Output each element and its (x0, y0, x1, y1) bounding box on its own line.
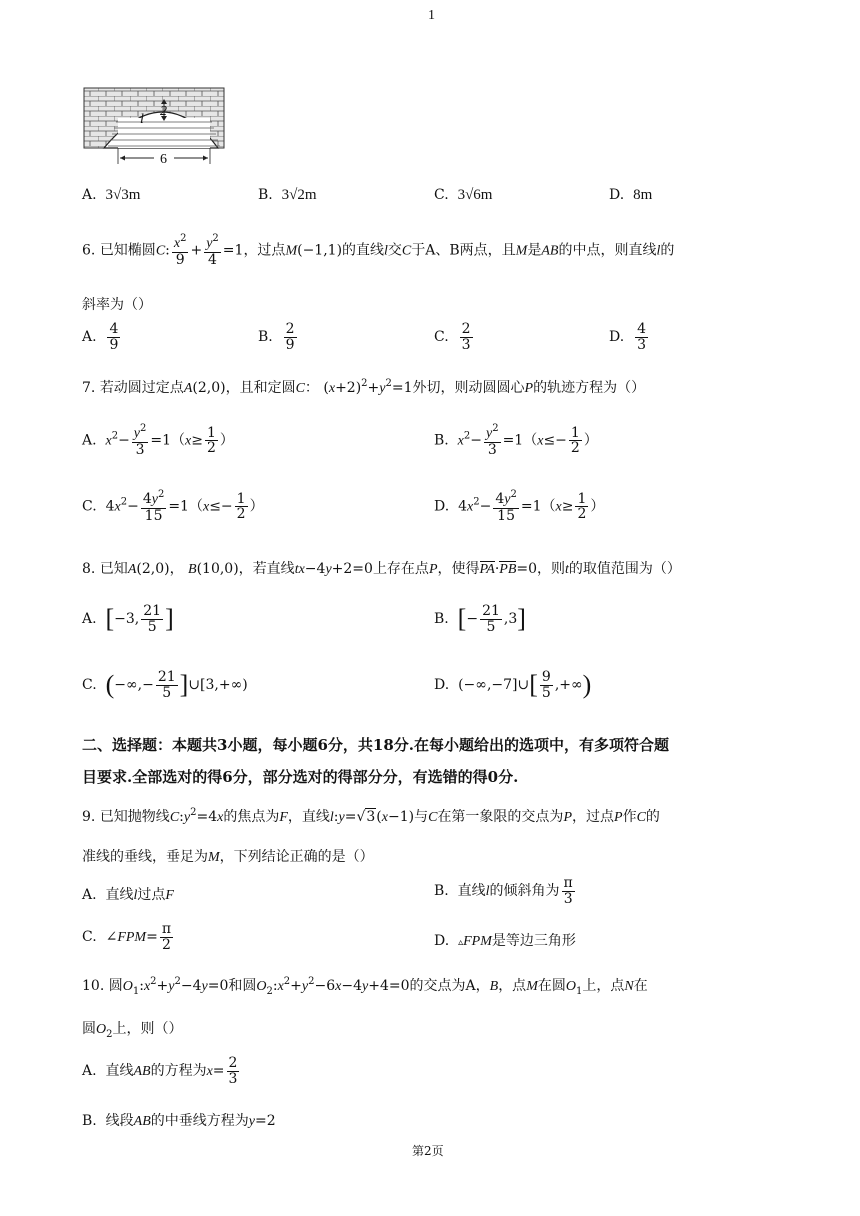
option-value: 8m (633, 187, 653, 203)
q9-option-b[interactable]: B. 直线l的倾斜角为 $\frac{\pi}{3}$ (434, 875, 573, 907)
figure-width-label: 6 (160, 152, 167, 167)
q6-option-c[interactable]: C. $\frac{2}{3}$ (434, 321, 471, 353)
section2-heading: 二、选择题：本题共3小题，每小题6分，共18分.在每小题给出的选项中，有多项符合题 (82, 736, 669, 754)
q5-option-d[interactable] (609, 187, 652, 204)
q6-option-d[interactable]: D. $\frac{4}{3}$ (609, 321, 647, 353)
q9-stem-line2: 准线的垂线，垂足为M，下列结论正确的是（） (82, 849, 374, 865)
q10-option-b[interactable]: B. 线段AB的中垂线方程为y=2 (82, 1113, 276, 1129)
figure-height-label: 2 (160, 104, 167, 119)
q8-option-c[interactable]: C. (−∞,− $\frac{21}{5}$ ]∪[3,+∞) (82, 669, 248, 701)
q10-stem: 10. 圆$O_1:x^2+y^2-4y=0$和圆$O_2:x^2+y^2-6x-4y+4=0$的交点为A，B，点M在圆$O_1$上，点N在 (82, 976, 648, 997)
q6-option-b[interactable]: B. $\frac{2}{9}$ (258, 321, 295, 353)
option-letter: B. (258, 187, 273, 203)
q7-option-d[interactable]: D. $4x^2-$ $\frac{4y^2}{15}$ =1（x≥ $\frac{1}{2}$ ） (434, 489, 605, 524)
q9-option-a[interactable]: A. 直线l过点F (82, 887, 174, 903)
q5-option-a[interactable] (82, 187, 140, 204)
q8-option-b[interactable]: B. [− $\frac{21}{5}$ ,3] (434, 603, 526, 635)
q7-option-a[interactable]: A. $x^2-$ $\frac{y^2}{3}$ =1（x≥ $\frac{1}{2}$ ） (82, 423, 234, 458)
q9-stem: 9. 已知抛物线$C:y^2=4x$的焦点为F，直线l:y=√3(x−1)与C在第一象限的交点为P，过点P作C的 (82, 807, 660, 825)
q8-option-d[interactable]: D. (−∞,−7]∪[ $\frac{9}{5}$ ,+∞) (434, 669, 592, 701)
q7-stem: 7. 若动圆过定点A(2,0)，且和定圆C： $(x+2)^2+y^2=1$外切，则动圆圆心P的轨迹方程为（） (82, 378, 646, 396)
option-letter: C. (434, 187, 449, 203)
figure-l-label: l (140, 112, 144, 127)
q10-option-a[interactable]: A. 直线AB的方程为x= $\frac{2}{3}$ (82, 1055, 238, 1087)
section2-heading-line2: 目要求.全部选对的得6分，部分选对的得部分分，有选错的得0分. (82, 768, 519, 786)
page-header-number: 1 (428, 8, 435, 23)
option-letter: A. (82, 187, 97, 203)
q9-option-c[interactable]: C. ∠FPM= $\frac{\pi}{2}$ (82, 921, 172, 953)
q8-option-a[interactable]: A. [−3, $\frac{21}{5}$ ] (82, 603, 174, 635)
option-value: 3√3m (105, 187, 141, 203)
option-letter: D. (609, 187, 625, 203)
q6-stem: 6. 已知椭圆C: $\frac{x^2}{9}$ + $\frac{y^2}{4}$ =1，过点M(−1,1)的直线l交C于A、B两点，且M是AB的中点，则直线l的 (82, 233, 675, 268)
q6-stem-line2: 斜率为（） (82, 297, 152, 313)
q5-option-b[interactable] (258, 187, 317, 204)
q7-option-c[interactable]: C. $4x^2-$ $\frac{4y^2}{15}$ =1（x≤− $\frac{1}{2}$ ） (82, 489, 264, 524)
option-value: 3√2m (281, 187, 317, 203)
q7-option-b[interactable]: B. $x^2-$ $\frac{y^2}{3}$ =1（x≤− $\frac{1}{2}$ ） (434, 423, 598, 458)
q10-stem-line2: 圆$O_2$上，则（） (82, 1021, 183, 1040)
q5-option-c[interactable] (434, 187, 492, 204)
page-footer: 第2页 (412, 1144, 444, 1158)
q8-stem: 8. 已知A(2,0)， B(10,0)，若直线tx−4y+2=0上存在点P，使得PA·PB=0，则t的取值范围为（） (82, 561, 681, 577)
q9-option-d[interactable]: D. ▵FPM是等边三角形 (434, 933, 576, 949)
q6-option-a[interactable]: A. $\frac{4}{9}$ (82, 321, 119, 353)
option-value: 3√6m (457, 187, 493, 203)
arch-figure (82, 86, 232, 170)
